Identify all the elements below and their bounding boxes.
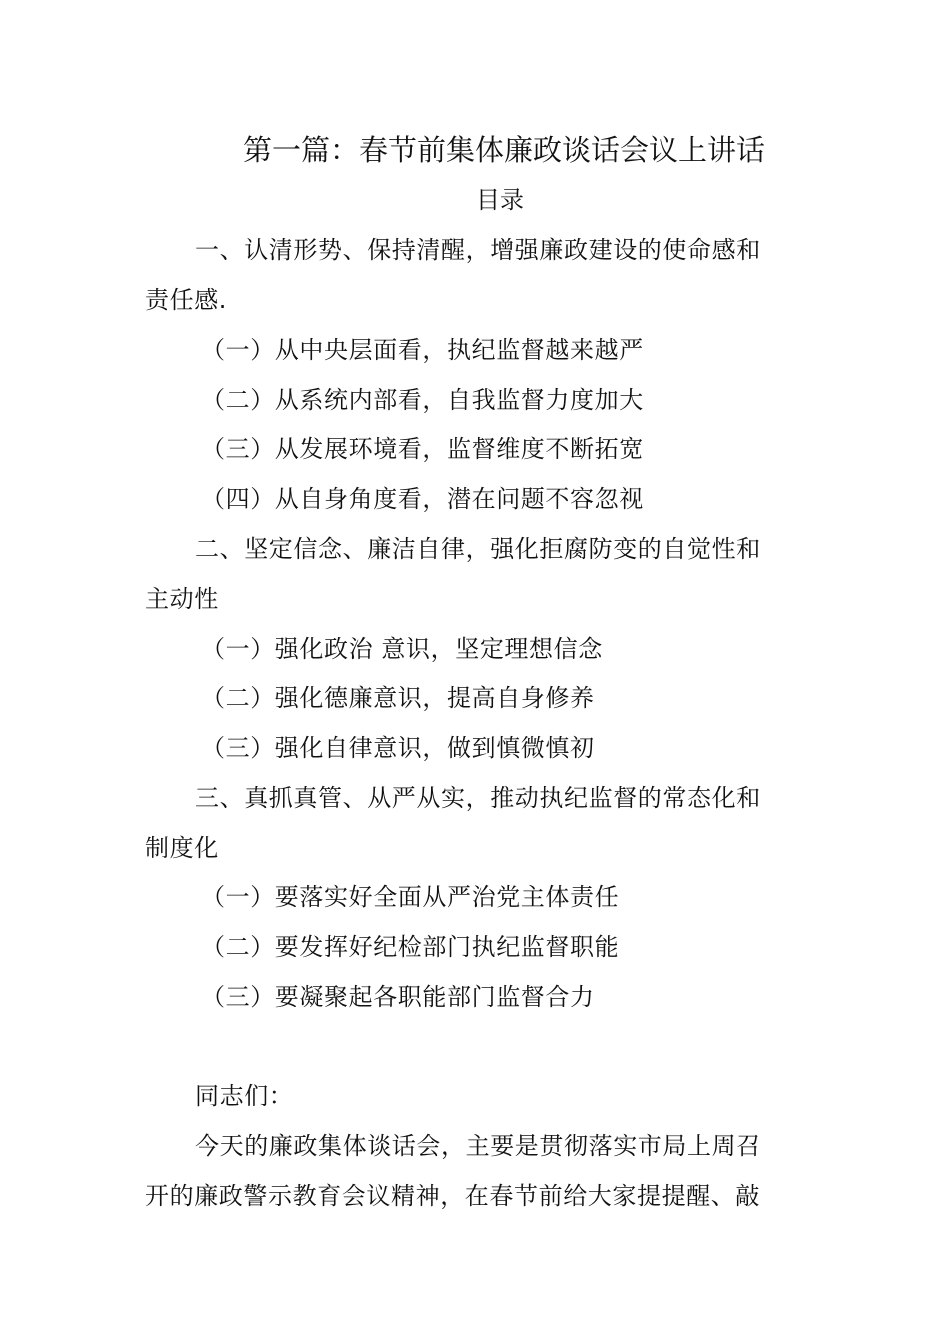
toc-subsection: （二）要发挥好纪检部门执纪监督职能 [201, 933, 620, 961]
toc-subsection: （一）要落实好全面从严治党主体责任 [201, 883, 620, 911]
body-paragraph-line: 今天的廉政集体谈话会，主要是贯彻落实市局上周召 [195, 1132, 761, 1160]
toc-section-heading-continued: 制度化 [145, 834, 219, 862]
toc-subsection: （二）强化德廉意识，提高自身修养 [201, 684, 595, 712]
toc-subsection: （一）强化政治 意识，坚定理想信念 [201, 635, 603, 663]
toc-subsection: （三）强化自律意识，做到慎微慎初 [201, 734, 595, 762]
toc-subsection: （一）从中央层面看，执纪监督越来越严 [201, 336, 644, 364]
toc-section-heading-continued: 主动性 [145, 585, 219, 613]
toc-section-heading: 二、坚定信念、廉洁自律，强化拒腐防变的自觉性和 [195, 535, 761, 563]
toc-subsection: （四）从自身角度看，潜在问题不容忽视 [201, 485, 644, 513]
toc-section-heading: 三、真抓真管、从严从实，推动执纪监督的常态化和 [195, 784, 761, 812]
toc-section-heading: 一、认清形势、保持清醒，增强廉政建设的使命感和 [195, 236, 761, 264]
toc-heading: 目录 [476, 186, 524, 214]
toc-subsection: （三）要凝聚起各职能部门监督合力 [201, 983, 595, 1011]
document-title: 第一篇：春节前集体廉政谈话会议上讲话 [242, 133, 765, 167]
salutation: 同志们： [195, 1082, 294, 1110]
body-paragraph-line: 开的廉政警示教育会议精神，在春节前给大家提提醒、敲 [145, 1182, 760, 1210]
toc-subsection: （二）从系统内部看，自我监督力度加大 [201, 386, 644, 414]
toc-subsection: （三）从发展环境看，监督维度不断拓宽 [201, 435, 644, 463]
toc-section-heading-continued: 责任感. [145, 286, 228, 314]
